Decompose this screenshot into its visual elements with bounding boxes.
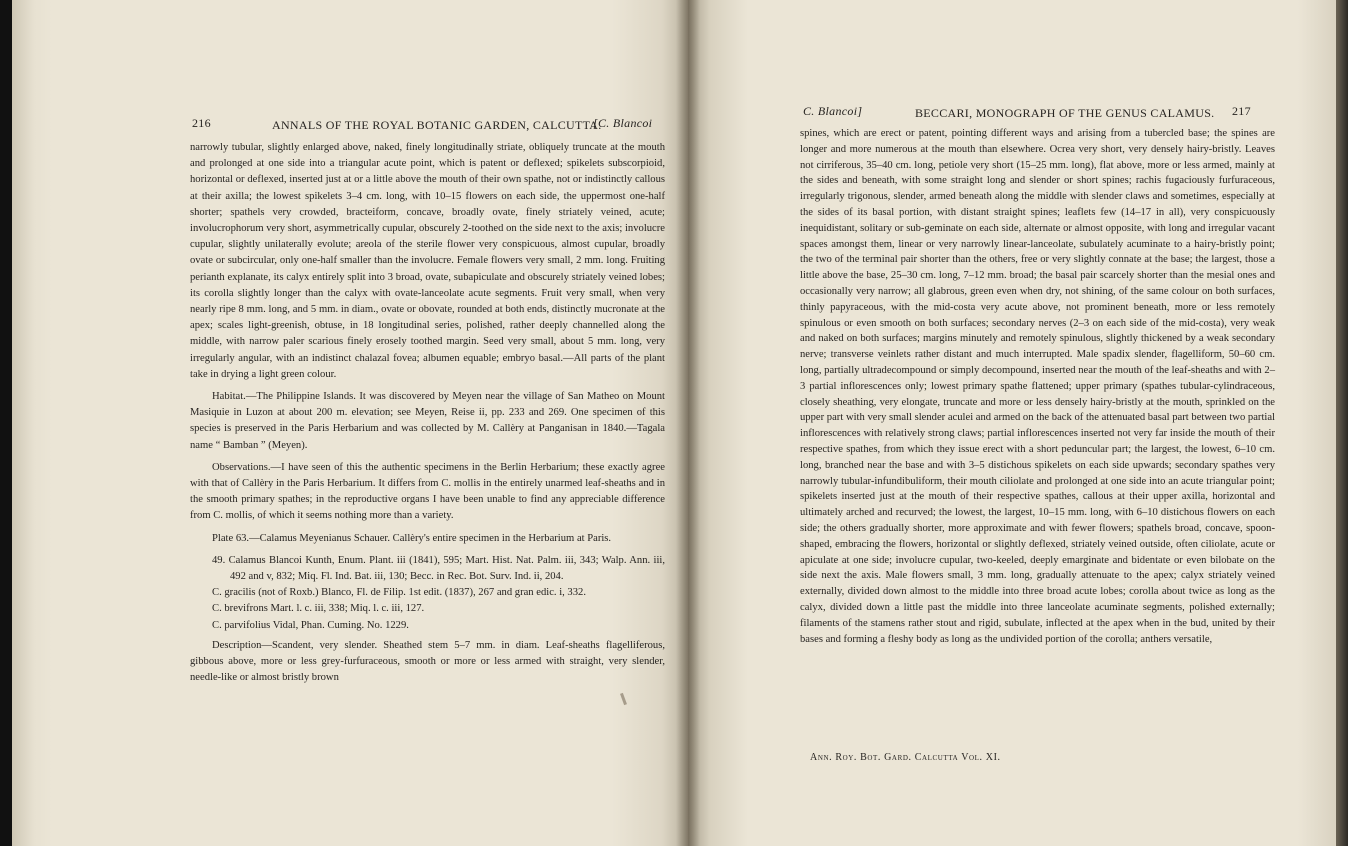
left-running-title: ANNALS OF THE ROYAL BOTANIC GARDEN, CALCUTTA. (272, 118, 602, 132)
right-running-title: BECCARI, MONOGRAPH OF THE GENUS CALAMUS. (915, 106, 1215, 120)
page-footer: Ann. Roy. Bot. Gard. Calcutta Vol. XI. (810, 752, 1001, 763)
page-edge (1336, 0, 1348, 846)
right-species-ref: C. Blancoi] (803, 104, 863, 118)
left-species-ref: [C. Blancoi (593, 116, 653, 130)
synonym-1: C. gracilis (not of Roxb.) Blanco, Fl. de Filip. 1st edit. (1837), 267 and gran edic. i, 332. (212, 587, 586, 599)
right-page-text (800, 126, 1275, 647)
plate-paragraph: Plate 63.—Calamus Meyenianus Schauer. Callèry's entire specimen in the Herbarium at Paris. (212, 532, 612, 544)
description-continuation: narrowly tubular, slightly enlarged above, naked, finely longitudinally striate, obliquely truncate at the mouth and prolonged at one side into a triangular acute point, which is patent or deflexed; spikelets subscorpioid, horizontal or deflexed, inserted just at or a little above the mouth of their own spathe, not or indistinctly callous at their axilla; the lowest spikelets 3–4 cm. long, with 10–15 flowers on each side, the uppermost one-half shorter; spathels very crowded, bracteiform, concave, broadly ovate, finely striately veined, acute; involucrophorum very short, asymmetrically cupular, obscurely 2-toothed on the side next to the axis; involucre cupular, slightly unilaterally evolute; areola of the sterile flower very conspicuous, almost cupular, broadly ovate or subcircular, only one-half smaller than the involucre. Female flowers very small, 2 mm. long. Fruiting perianth explanate, its calyx entirely split into 3 broad, ovate, subapiculate and obscurely striately veined lobes; its corolla slightly longer than the calyx with ovate-lanceolate acute segments. Fruit very small, when very nearly ripe 8 mm. long, and 5 mm. in diam., ovate or obovate, rounded at both ends, distinctly mucronate at the apex; scales light-greenish, obtuse, in 18 longitudinal series, polished, rather deeply channelled along the middle, with narrow paler scarious finely erosely toothed margin. Seed very small, about 5 mm. long, very irregularly angular, with an indistinct chalazal fovea; albumen equable; embryo basal.—All parts of the plant take in drying a light green colour. (190, 142, 665, 380)
left-page-text (190, 140, 665, 687)
species-heading: 49. Calamus Blancoi Kunth, Enum. Plant. iii (1841), 595; Mart. Hist. Nat. Palm. iii, 343; Walp. Ann. iii, 492 and v, 832; Miq. Fl. Ind. Bat. iii, 130; Becc. in Rec. Bot. Surv. Ind. ii, 204. (212, 554, 665, 583)
synonym-2: C. brevifrons Mart. l. c. iii, 338; Miq. l. c. iii, 127. (212, 603, 425, 615)
observations-paragraph: Observations.—I have seen of this the authentic specimens in the Berlin Herbarium; these exactly agree with that of Callèry in the Paris Herbarium. It differs from C. mollis in the entirely unarmed leaf-sheaths and in the smooth primary spathes; in the reproductive organs I have been unable to find any appreciable difference from C. mollis, of which it seems nothing more than a variety. (190, 461, 665, 522)
habitat-paragraph: Habitat.—The Philippine Islands. It was discovered by Meyen near the village of San Matheo on Mount Masiquie in Luzon at about 200 m. elevation; see Meyen, Reise ii, pp. 233 and 269. One specimen of this species is preserved in the Paris Herbarium and was collected by M. Callèry at Panganisan in 1840.—Tagala name “ Bamban ” (Meyen). (190, 391, 665, 451)
left-page-number: 216 (192, 116, 211, 130)
right-page-number: 217 (1232, 104, 1251, 118)
description-paragraph: Description—Scandent, very slender. Sheathed stem 5–7 mm. in diam. Leaf-sheaths flagelliferous, gibbous above, more or less grey-furfuraceous, smooth or more or less armed with straight, very slender, needle-like or almost bristly brown (190, 639, 665, 684)
book-gutter (676, 0, 700, 846)
description-continued: spines, which are erect or patent, pointing different ways and arising from a tubercled base; the spines are longer and more numerous at the mouth than elsewhere. Ocrea very short, very densely hairy-bristly. Leaves not cirriferous, 35–40 cm. long, petiole very short (15–25 mm. long), flat above, more or less armed, mainly at the sides and beneath, with some straight long and slender or short spines; rachis fugaciously furfuraceous, irregularly trigonous, slender, armed beneath along the middle with slender claws and sometimes, especially at the sides of its basal portion, with distant straight spines; leaflets few (14–17 in all), very conspicuously inequidistant, solitary or sub-geminate on each side, alternate or almost opposite, with long and irregular vacant spaces amongst them, linear or very narrowly linear-lanceolate, subulately acuminate to a hairy-bristly point; the two of the terminal pair shorter than the others, free or very slightly connate at the base; the largest, those a little above the base, 25–30 cm. long, 7–12 mm. broad; the basal pair scarcely shorter than the mesial ones and occasionally very narrow; all glabrous, green even when dry, not shining, of the same colour on both surfaces, thinly papyraceous, with the mid-costa very acute above, not prominent beneath, more or less remotely spinulous or even smooth on both surfaces; secondary nerves (2–3 on each side of the mid-costa), very weak and naked on both surfaces; margins minutely and remotely spinulous, slightly thickened by a weak secondary nerve; transverse veinlets rather distant and much interrupted. Male spadix slender, flagelliform, 50–60 cm. long, partially ultradecompound or simply decompound, inserted near the mouth of the leaf-sheaths and with 2–3 partial inflorescences only; lowest primary spathe flattened; upper primary (spathes tubular-cylindraceous, closely sheathing, very elongate, truncate and more or less densely hairy-bristly at the mouth, sprinkled on the upper part with very small slender aculei and armed on the back of the attenuated basal part between two partial inflorescences with relatively strong claws; partial inflorescences inserted not very far inside the mouth of their respective spathes, from which they issue erect with a short peduncular part; the largest, the lowest, 6–10 cm. long, branched near the base and with 3–5 distichous spikelets on each side upwards; secondary spathes very narrowly tubular-infundibuliform, their mouth ciliolate and prolonged at one side into an acute triangular point; spikelets inserted just at the mouth of their respective spathes, callous at their upper axilla, horizontal and ultimately arched and recurved; the lowest, the largest, 10–15 mm. long, with 6–10 distichous flowers on each side; the others gradually shorter, more approximate and with fewer flowers; spathels broad, concave, spoon-shaped, embracing the flowers, horizontal or slightly deflexed, striately veined outside, often ciliolate, acute or apiculate at one side; involucre cupular, two-keeled, deeply emarginate and bidentate or even bilobate on the side next the axis. Male flowers small, 3 mm. long, gradually attenuate to the apex; calyx striately veined externally, divided down almost to the middle into three broad acute lobes; corolla about twice as long as the calyx, divided down a little past the middle into three lanceolate acuminate segments, polished externally; filaments of the stamens rather stout and rigid, subulate, inflected at the apex when in the bud, united by their bases and forming a fleshy body as long as the undivided portion of the corolla; anthers versatile, (800, 128, 1275, 645)
synonym-3: C. parvifolius Vidal, Phan. Cuming. No. 1229. (212, 619, 409, 631)
